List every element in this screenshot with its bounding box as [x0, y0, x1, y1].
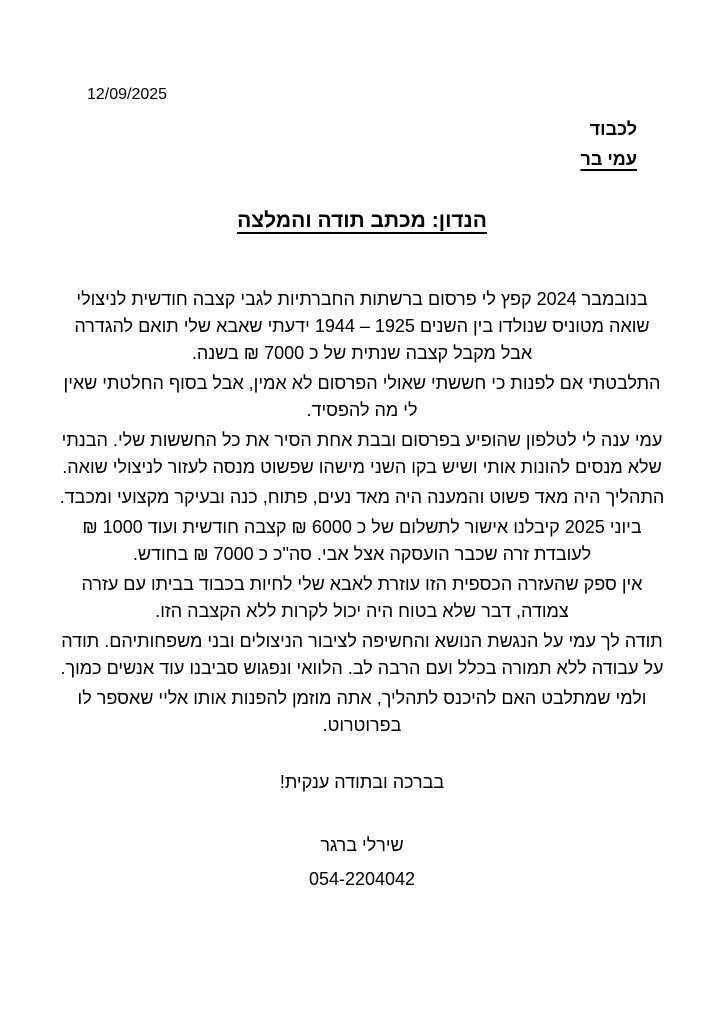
letter-date: 12/09/2025	[87, 86, 168, 103]
paragraph-financial-help: אין ספק שהעזרה הכספית הזו עוזרת לאבא שלי לחיות בכבוד בביתו עם עזרה צמודה, דבר שלא בטוח היה יכול לקרות ללא הקצבה הזו.	[81, 574, 643, 621]
paragraph-approval: ביוני 2025 קיבלנו אישור לתשלום של כ 6000 ₪ קצבה חודשית ועוד 1000 ₪ לעובדת זרה שכבר הועסקה אצל אבי. סה"כ כ 7000 ₪ בחודש.	[82, 517, 642, 564]
paragraph-thanks: תודה לך עמי על הנגשת הנושא והחשיפה לציבור הניצולים ובני משפחותיהם. תודה על עבודה ללא תמורה בכלל ועם הרבה לב. הלוואי ונפגוש סביבנו עוד אנשים כמוך.	[60, 631, 664, 678]
paragraph-phone-answer: עמי ענה לי לטלפון שהופיע בפרסום ובבת אחת הסיר את כל החששות שלי. הבנתי שלא מנסים להונות אותי ושיש בקו השני מישהו שפשוט מנסה לעזור לניצולי שואה.	[61, 430, 663, 477]
recipient-block	[57, 118, 667, 170]
paragraph-process: התהליך היה מאד פשוט והמענה היה מאד נעים, פתוח, כנה ובעיקר מקצועי ומכבד.	[59, 487, 665, 507]
paragraph-intro-publication: בנובמבר 2024 קפץ לי פרסום ברשתות החברתיות לגבי קצבה חודשית לניצולי שואה מטוניס שנולדו בין השנים 1925 – 1944 ידעתי שאבא שלי תואם להגדרה אבל מקבל קצבה שנתית של כ 7000 ₪ בשנה.	[74, 289, 650, 363]
recipient-name: עמי בר	[580, 149, 637, 169]
recipient-salutation: לכבוד	[589, 119, 637, 139]
subject-text: הנדון: מכתב תודה והמלצה	[237, 209, 487, 232]
signature-name: שירלי ברגר	[320, 835, 404, 855]
closing-line: בברכה ובתודה ענקית!	[279, 772, 445, 792]
signature-phone: 054-2204042	[308, 869, 416, 889]
subject-heading	[57, 208, 667, 234]
paragraph-hesitation: התלבטתי אם לפנות כי חששתי שאולי הפרסום לא אמין, אבל בסוף החלטתי שאין לי מה להפסיד.	[63, 373, 661, 420]
recipient-name-row	[57, 140, 637, 170]
paragraph-referral-offer: ולמי שמתלבט האם להיכנס לתהליך, אתה מוזמן להפנות אותו אליי שאספר לו בפרוטרוט.	[77, 688, 647, 735]
letter-body	[57, 286, 667, 739]
